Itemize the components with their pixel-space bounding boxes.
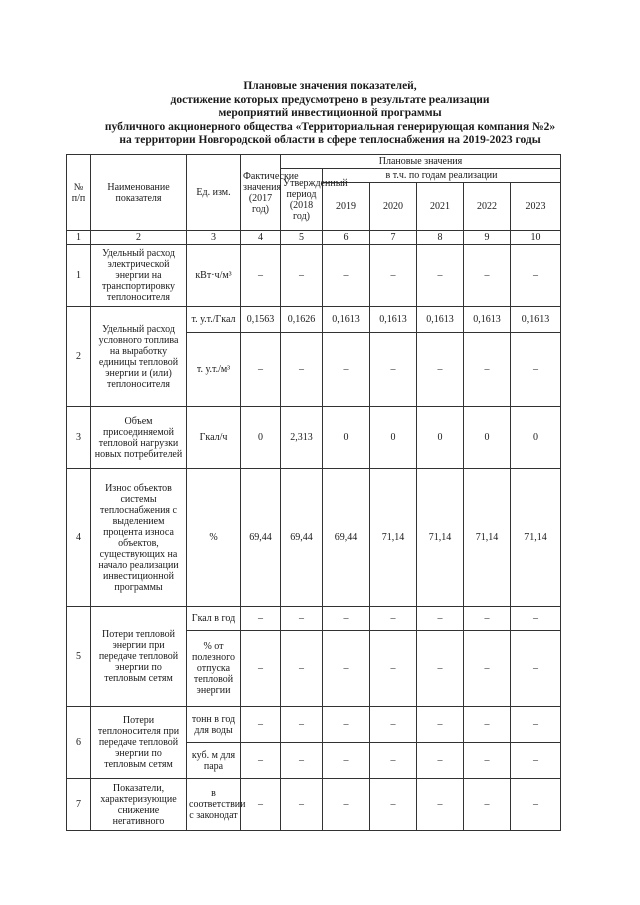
row-value: –: [464, 607, 511, 631]
row-value: –: [464, 245, 511, 307]
table-row: [67, 607, 561, 631]
row-value: –: [464, 631, 511, 707]
row-value: –: [281, 779, 323, 831]
row-value: –: [323, 245, 370, 307]
title-line: публичного акционерного общества «Территориальная генерирующая компания №2»: [104, 120, 556, 133]
row-value: 0: [241, 407, 281, 469]
row-value: 71,14: [511, 469, 561, 607]
row-value: 0: [323, 407, 370, 469]
row-value: –: [281, 707, 323, 743]
row-value: 0: [464, 407, 511, 469]
row-value: –: [511, 607, 561, 631]
row-value: –: [370, 245, 417, 307]
row-value: 0,1626: [281, 307, 323, 333]
row-value: –: [323, 607, 370, 631]
row-value: –: [281, 607, 323, 631]
row-value: 0,1613: [511, 307, 561, 333]
row-unit: % от полезного отпуска тепловой энергии: [187, 631, 241, 707]
row-value: –: [241, 779, 281, 831]
row-value: –: [241, 333, 281, 407]
row-value: –: [370, 779, 417, 831]
row-value: –: [241, 707, 281, 743]
row-value: –: [370, 743, 417, 779]
row-value: 0: [370, 407, 417, 469]
row-value: –: [511, 743, 561, 779]
row-value: –: [370, 333, 417, 407]
row-num: 5: [67, 607, 91, 707]
row-value: 0,1613: [370, 307, 417, 333]
row-value: –: [281, 743, 323, 779]
row-name: Удельный расход условного топлива на выработку единицы тепловой энергии и (или) теплоносителя: [91, 307, 187, 407]
row-value: 69,44: [241, 469, 281, 607]
row-value: –: [417, 779, 464, 831]
row-unit: т. у.т./Гкал: [187, 307, 241, 333]
row-unit: Гкал в год: [187, 607, 241, 631]
row-value: –: [281, 333, 323, 407]
header-year: 2019: [323, 183, 370, 231]
title-line: на территории Новгородской области в сфере теплоснабжения на 2019-2023 годы: [119, 134, 541, 146]
table-row: [67, 707, 561, 743]
row-value: –: [417, 245, 464, 307]
row-value: –: [323, 631, 370, 707]
title-line: достижение которых предусмотрено в результате реализации: [170, 93, 490, 106]
row-value: –: [241, 607, 281, 631]
row-name: Объем присоединяемой тепловой нагрузки новых потребителей: [91, 407, 187, 469]
row-value: –: [464, 743, 511, 779]
row-num: 1: [67, 245, 91, 307]
col-number: 10: [511, 231, 561, 245]
table-row: [67, 469, 561, 607]
row-num: 4: [67, 469, 91, 607]
row-value: –: [511, 631, 561, 707]
row-value: 69,44: [323, 469, 370, 607]
header-approved: Утвержденный период (2018 год): [281, 169, 323, 231]
row-value: –: [323, 707, 370, 743]
row-value: –: [370, 707, 417, 743]
row-value: –: [323, 743, 370, 779]
row-unit: т. у.т./м³: [187, 333, 241, 407]
header-by-years: в т.ч. по годам реализации: [323, 169, 561, 183]
row-value: 0,1613: [323, 307, 370, 333]
header-row: [67, 155, 561, 169]
row-num: 2: [67, 307, 91, 407]
row-value: –: [417, 333, 464, 407]
row-value: 0,1613: [464, 307, 511, 333]
row-value: –: [370, 607, 417, 631]
row-value: –: [464, 707, 511, 743]
row-value: –: [464, 779, 511, 831]
title-line: Плановые значения показателей,: [243, 80, 417, 92]
row-unit: в соответствии с законодат: [187, 779, 241, 831]
row-value: –: [241, 245, 281, 307]
row-value: 69,44: [281, 469, 323, 607]
header-num: № п/п: [67, 155, 91, 231]
row-value: –: [464, 333, 511, 407]
row-value: –: [281, 245, 323, 307]
row-value: –: [417, 607, 464, 631]
row-num: 6: [67, 707, 91, 779]
row-value: –: [417, 631, 464, 707]
row-value: –: [281, 631, 323, 707]
header-unit: Ед. изм.: [187, 155, 241, 231]
row-unit: тонн в год для воды: [187, 707, 241, 743]
row-name: Потери тепловой энергии при передаче тепловой энергии по тепловым сетям: [91, 607, 187, 707]
table-row: [67, 779, 561, 831]
row-value: 0: [511, 407, 561, 469]
row-name: Показатели, характеризующие снижение негативного: [91, 779, 187, 831]
row-unit: Гкал/ч: [187, 407, 241, 469]
col-number: 7: [370, 231, 417, 245]
row-value: 0,1563: [241, 307, 281, 333]
header-year: 2021: [417, 183, 464, 231]
row-value: –: [511, 779, 561, 831]
title-line: мероприятий инвестиционной программы: [218, 107, 442, 119]
row-value: 71,14: [370, 469, 417, 607]
row-num: 3: [67, 407, 91, 469]
document-title: [40, 80, 620, 148]
row-num: 7: [67, 779, 91, 831]
row-value: –: [417, 743, 464, 779]
row-value: –: [323, 333, 370, 407]
col-number: 1: [67, 231, 91, 245]
table-row: [67, 245, 561, 307]
row-value: 0: [417, 407, 464, 469]
row-value: –: [511, 333, 561, 407]
table-row: [67, 407, 561, 469]
table-row: [67, 307, 561, 333]
header-year: 2023: [511, 183, 561, 231]
header-name: Наименование показателя: [91, 155, 187, 231]
col-number: 3: [187, 231, 241, 245]
row-value: 71,14: [464, 469, 511, 607]
col-number: 9: [464, 231, 511, 245]
header-year: 2020: [370, 183, 417, 231]
header-actual: Фактические значения (2017 год): [241, 155, 281, 231]
row-value: 2,313: [281, 407, 323, 469]
col-number: 4: [241, 231, 281, 245]
row-unit: %: [187, 469, 241, 607]
row-value: –: [241, 743, 281, 779]
header-year: 2022: [464, 183, 511, 231]
row-unit: кВт·ч/м³: [187, 245, 241, 307]
row-value: –: [511, 245, 561, 307]
row-name: Удельный расход электрической энергии на транспортировку теплоносителя: [91, 245, 187, 307]
indicators-table: [66, 154, 561, 831]
col-number: 8: [417, 231, 464, 245]
col-number: 5: [281, 231, 323, 245]
column-numbers-row: [67, 231, 561, 245]
row-name: Износ объектов системы теплоснабжения с выделением процента износа объектов, существующих на начало реализации инвестиционной программы: [91, 469, 187, 607]
row-name: Потери теплоносителя при передаче тепловой энергии по тепловым сетям: [91, 707, 187, 779]
col-number: 2: [91, 231, 187, 245]
row-value: 0,1613: [417, 307, 464, 333]
row-value: –: [417, 707, 464, 743]
row-value: –: [370, 631, 417, 707]
row-value: –: [323, 779, 370, 831]
row-value: –: [241, 631, 281, 707]
row-value: 71,14: [417, 469, 464, 607]
header-plan-group: Плановые значения: [281, 155, 561, 169]
col-number: 6: [323, 231, 370, 245]
row-unit: куб. м для пара: [187, 743, 241, 779]
row-value: –: [511, 707, 561, 743]
